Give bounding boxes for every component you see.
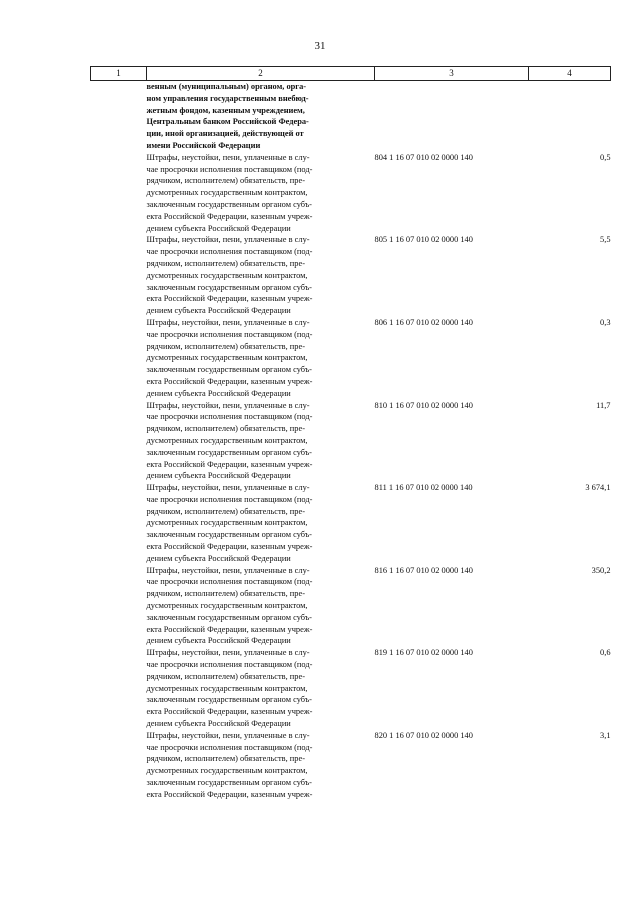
budget-code-cell: 810 1 16 07 010 02 0000 140 bbox=[374, 400, 473, 410]
column-header-3: 3 bbox=[375, 67, 529, 81]
description-line: чае просрочки исполнения поставщиком (под- bbox=[146, 577, 313, 587]
budget-code-cell: 811 1 16 07 010 02 0000 140 bbox=[374, 483, 473, 493]
description-line: имени Российской Федерации bbox=[146, 140, 261, 150]
description-line: Штрафы, неустойки, пени, уплаченные в слу- bbox=[146, 400, 310, 410]
empty-cell bbox=[529, 81, 611, 152]
description-line: екта Российской Федерации, казенным учреж- bbox=[146, 707, 313, 717]
amount-cell: 11,7 bbox=[596, 400, 611, 410]
description-line: екта Российской Федерации, казенным учреж- bbox=[146, 459, 313, 469]
description-cell bbox=[147, 482, 375, 565]
amount-cell: 0,3 bbox=[600, 317, 611, 327]
description-line: екта Российской Федерации, казенным учреж- bbox=[146, 789, 313, 799]
empty-cell bbox=[91, 482, 147, 565]
table-row bbox=[91, 317, 611, 400]
description-line: екта Российской Федерации, казенным учреж- bbox=[146, 542, 313, 552]
description-line: екта Российской Федерации, казенным учреж- bbox=[146, 294, 313, 304]
description-line: дусмотренных государственным контрактом, bbox=[146, 435, 308, 445]
description-line: рядчиком, исполнителем) обязательств, пре- bbox=[146, 589, 305, 599]
empty-cell bbox=[91, 234, 147, 317]
empty-cell bbox=[91, 647, 147, 730]
amount-cell: 5,5 bbox=[600, 235, 611, 245]
budget-code-cell: 804 1 16 07 010 02 0000 140 bbox=[374, 152, 473, 162]
description-line: заключенным государственным органом субъ- bbox=[146, 695, 312, 705]
description-line: рядчиком, исполнителем) обязательств, пре- bbox=[146, 176, 305, 186]
description-line: чае просрочки исполнения поставщиком (под- bbox=[146, 329, 313, 339]
description-line: екта Российской Федерации, казенным учреж- bbox=[146, 211, 313, 221]
description-cell bbox=[147, 152, 375, 235]
empty-cell bbox=[91, 565, 147, 648]
page-number: 31 bbox=[314, 40, 326, 52]
description-cell bbox=[147, 730, 375, 801]
description-line: чае просрочки исполнения поставщиком (под- bbox=[146, 494, 313, 504]
description-line: дением субъекта Российской Федерации bbox=[146, 223, 291, 233]
description-line: екта Российской Федерации, казенным учреж- bbox=[146, 376, 313, 386]
description-line: дусмотренных государственным контрактом, bbox=[146, 353, 308, 363]
empty-cell bbox=[91, 152, 147, 235]
description-cell bbox=[147, 317, 375, 400]
description-line: дением субъекта Российской Федерации bbox=[146, 471, 291, 481]
empty-cell bbox=[91, 317, 147, 400]
amount-cell: 350,2 bbox=[591, 565, 611, 575]
description-line: заключенным государственным органом субъ- bbox=[146, 530, 312, 540]
description-cell bbox=[147, 565, 375, 648]
amount-cell: 3 674,1 bbox=[585, 483, 611, 493]
amount-cell: 0,6 bbox=[600, 648, 611, 658]
empty-cell bbox=[91, 400, 147, 483]
description-line: дусмотренных государственным контрактом, bbox=[146, 766, 308, 776]
description-line: рядчиком, исполнителем) обязательств, пре- bbox=[146, 424, 305, 434]
description-line: жетным фондом, казенным учреждением, bbox=[146, 105, 305, 115]
budget-code-cell: 806 1 16 07 010 02 0000 140 bbox=[374, 317, 473, 327]
description-line: дусмотренных государственным контрактом, bbox=[146, 518, 308, 528]
description-line: ции, иной организацией, действующей от bbox=[146, 129, 304, 139]
table-header-row bbox=[91, 67, 611, 81]
empty-cell bbox=[91, 730, 147, 801]
table-row bbox=[91, 730, 611, 801]
description-line: дением субъекта Российской Федерации bbox=[146, 636, 291, 646]
table-row bbox=[91, 482, 611, 565]
budget-code-cell: 819 1 16 07 010 02 0000 140 bbox=[374, 648, 473, 658]
column-header-2: 2 bbox=[147, 67, 375, 81]
description-line: заключенным государственным органом субъ- bbox=[146, 365, 312, 375]
description-line: дением субъекта Российской Федерации bbox=[146, 306, 291, 316]
description-cell bbox=[147, 81, 375, 152]
description-line: дением субъекта Российской Федерации bbox=[146, 719, 291, 729]
description-line: Штрафы, неустойки, пени, уплаченные в слу- bbox=[146, 483, 310, 493]
description-line: рядчиком, исполнителем) обязательств, пре- bbox=[146, 754, 305, 764]
description-line: заключенным государственным органом субъ- bbox=[146, 447, 312, 457]
description-line: венным (муниципальным) органом, орга- bbox=[146, 82, 307, 91]
description-line: заключенным государственным органом субъ- bbox=[146, 778, 312, 788]
description-line: дусмотренных государственным контрактом, bbox=[146, 188, 308, 198]
description-line: чае просрочки исполнения поставщиком (под- bbox=[146, 660, 313, 670]
description-line: дением субъекта Российской Федерации bbox=[146, 388, 291, 398]
description-line: рядчиком, исполнителем) обязательств, пре- bbox=[146, 258, 305, 268]
revenue-table bbox=[90, 66, 611, 801]
budget-code-cell: 816 1 16 07 010 02 0000 140 bbox=[374, 565, 473, 575]
description-line: Штрафы, неустойки, пени, уплаченные в слу- bbox=[146, 317, 310, 327]
description-line: дусмотренных государственным контрактом, bbox=[146, 270, 308, 280]
table-row bbox=[91, 234, 611, 317]
description-line: чае просрочки исполнения поставщиком (под- bbox=[146, 164, 313, 174]
table-row bbox=[91, 647, 611, 730]
table-row bbox=[91, 565, 611, 648]
description-line: рядчиком, исполнителем) обязательств, пре- bbox=[146, 506, 305, 516]
amount-cell: 3,1 bbox=[600, 730, 611, 740]
description-line: чае просрочки исполнения поставщиком (под- bbox=[146, 742, 313, 752]
description-line: заключенным государственным органом субъ- bbox=[146, 199, 312, 209]
column-header-4: 4 bbox=[529, 67, 611, 81]
description-cell bbox=[147, 234, 375, 317]
description-line: дением субъекта Российской Федерации bbox=[146, 553, 291, 563]
description-line: рядчиком, исполнителем) обязательств, пре- bbox=[146, 671, 305, 681]
table-row bbox=[91, 152, 611, 235]
description-line: чае просрочки исполнения поставщиком (под- bbox=[146, 412, 313, 422]
column-header-1: 1 bbox=[91, 67, 147, 81]
description-line: Штрафы, неустойки, пени, уплаченные в слу- bbox=[146, 730, 310, 740]
description-line: заключенным государственным органом субъ- bbox=[146, 612, 312, 622]
empty-cell bbox=[91, 81, 147, 152]
description-line: Штрафы, неустойки, пени, уплаченные в слу- bbox=[146, 648, 310, 658]
budget-code-cell: 820 1 16 07 010 02 0000 140 bbox=[374, 730, 473, 740]
description-line: заключенным государственным органом субъ- bbox=[146, 282, 312, 292]
empty-cell bbox=[375, 81, 529, 152]
description-line: Штрафы, неустойки, пени, уплаченные в слу- bbox=[146, 565, 310, 575]
description-cell bbox=[147, 400, 375, 483]
description-line: чае просрочки исполнения поставщиком (под- bbox=[146, 247, 313, 257]
description-line: рядчиком, исполнителем) обязательств, пре- bbox=[146, 341, 305, 351]
budget-code-cell: 805 1 16 07 010 02 0000 140 bbox=[374, 235, 473, 245]
table-row bbox=[91, 400, 611, 483]
description-line: Штрафы, неустойки, пени, уплаченные в слу- bbox=[146, 152, 310, 162]
table-body bbox=[91, 81, 611, 801]
description-line: Центральным банком Российской Федера- bbox=[146, 117, 309, 127]
description-cell bbox=[147, 647, 375, 730]
table-row-continuation bbox=[91, 81, 611, 152]
description-line: Штрафы, неустойки, пени, уплаченные в слу- bbox=[146, 235, 310, 245]
description-line: дусмотренных государственным контрактом, bbox=[146, 601, 308, 611]
description-line: дусмотренных государственным контрактом, bbox=[146, 683, 308, 693]
description-line: ном управления государственным внебюд- bbox=[146, 93, 309, 103]
description-line: екта Российской Федерации, казенным учреж- bbox=[146, 624, 313, 634]
amount-cell: 0,5 bbox=[600, 152, 611, 162]
